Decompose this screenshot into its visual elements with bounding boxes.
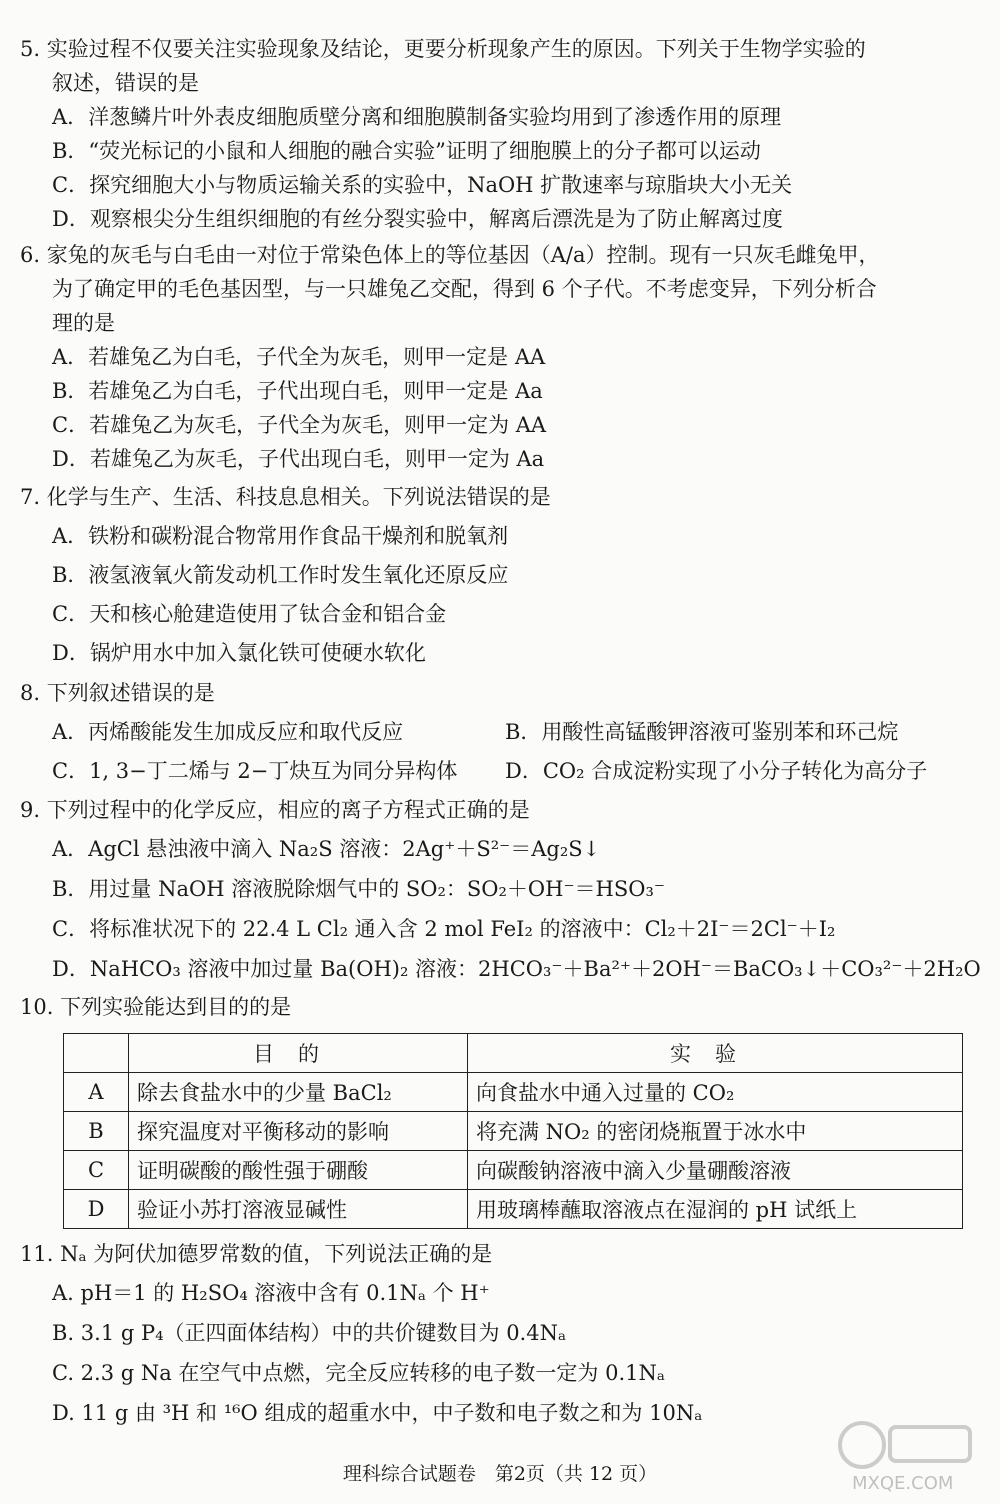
q6-option-d: D．若雄兔乙为灰毛，子代出现白毛，则甲一定为 Aa — [52, 447, 545, 471]
table-row — [64, 1112, 963, 1151]
q5-option-a: A．洋葱鳞片叶外表皮细胞质壁分离和细胞膜制备实验均用到了渗透作用的原理 — [52, 105, 782, 129]
page-footer: 理科综合试题卷 第2页（共 12 页） — [342, 1463, 658, 1485]
row-experiment: 向食盐水中通入过量的 CO₂ — [468, 1073, 963, 1112]
q11-option-a: A. pH＝1 的 H₂SO₄ 溶液中含有 0.1Nₐ 个 H⁺ — [52, 1281, 490, 1305]
q9-option-d: D．NaHCO₃ 溶液中加过量 Ba(OH)₂ 溶液：2HCO₃⁻＋Ba²⁺＋2OH⁻＝BaCO₃↓＋CO₃²⁻＋2H₂O — [52, 957, 981, 981]
row-key: B — [64, 1112, 129, 1151]
q8-option-a: A．丙烯酸能发生加成反应和取代反应 — [52, 720, 404, 744]
table-corner-cell — [64, 1034, 129, 1073]
q7-option-d: D．锅炉用水中加入氯化铁可使硬水软化 — [52, 641, 426, 665]
q6-stem-line2: 为了确定甲的毛色基因型，与一只雄兔乙交配，得到 6 个子代。不考虑变异，下列分析合 — [52, 277, 877, 301]
q7-stem: 7. 化学与生产、生活、科技息息相关。下列说法错误的是 — [20, 485, 551, 509]
table-row — [64, 1190, 963, 1229]
q8-stem: 8. 下列叙述错误的是 — [20, 681, 215, 705]
row-aim: 探究温度对平衡移动的影响 — [129, 1112, 468, 1151]
row-aim: 验证小苏打溶液显碱性 — [129, 1190, 468, 1229]
watermark-box — [890, 1427, 970, 1461]
q5-option-c: C．探究细胞大小与物质运输关系的实验中，NaOH 扩散速率与琼脂块大小无关 — [52, 173, 793, 197]
q6-option-a: A．若雄兔乙为白毛，子代全为灰毛，则甲一定是 AA — [52, 345, 546, 369]
q10-table — [63, 1033, 963, 1229]
q8-option-b: B．用酸性高锰酸钾溶液可鉴别苯和环己烷 — [505, 720, 899, 744]
row-aim: 除去食盐水中的少量 BaCl₂ — [129, 1073, 468, 1112]
q5-option-b: B．“荧光标记的小鼠和人细胞的融合实验”证明了细胞膜上的分子都可以运动 — [52, 139, 761, 163]
row-aim: 证明碳酸的酸性强于硼酸 — [129, 1151, 468, 1190]
q11-stem: 11. Nₐ 为阿伏加德罗常数的值，下列说法正确的是 — [20, 1242, 493, 1266]
q5-stem-line2: 叙述，错误的是 — [52, 71, 199, 95]
row-key: D — [64, 1190, 129, 1229]
table-header-aim: 目的 — [129, 1034, 468, 1073]
watermark-circle — [840, 1423, 884, 1467]
q9-option-c: C．将标准状况下的 22.4 L Cl₂ 通入含 2 mol FeI₂ 的溶液中：Cl₂＋2I⁻＝2Cl⁻＋I₂ — [52, 917, 836, 941]
q9-option-b: B．用过量 NaOH 溶液脱除烟气中的 SO₂：SO₂＋OH⁻＝HSO₃⁻ — [52, 877, 665, 901]
q6-option-b: B．若雄兔乙为白毛，子代出现白毛，则甲一定是 Aa — [52, 379, 543, 403]
q7-option-b: B．液氢液氧火箭发动机工作时发生氧化还原反应 — [52, 563, 509, 587]
q7-option-c: C．天和核心舱建造使用了钛合金和铝合金 — [52, 602, 447, 626]
table-row — [64, 1073, 963, 1112]
q11-option-d: D. 11 g 由 ³H 和 ¹⁶O 组成的超重水中，中子数和电子数之和为 10Nₐ — [52, 1401, 703, 1425]
watermark-text: MXQE.COM — [852, 1473, 954, 1494]
table-header-row — [64, 1034, 963, 1073]
row-experiment: 将充满 NO₂ 的密闭烧瓶置于冰水中 — [468, 1112, 963, 1151]
row-experiment: 用玻璃棒蘸取溶液点在湿润的 pH 试纸上 — [468, 1190, 963, 1229]
table-header-experiment: 实验 — [468, 1034, 963, 1073]
q11-option-c: C. 2.3 g Na 在空气中点燃，完全反应转移的电子数一定为 0.1Nₐ — [52, 1361, 665, 1385]
q5-option-d: D．观察根尖分生组织细胞的有丝分裂实验中，解离后漂洗是为了防止解离过度 — [52, 207, 783, 231]
q6-stem-line1: 6. 家兔的灰毛与白毛由一对位于常染色体上的等位基因（A/a）控制。现有一只灰毛雌兔甲， — [20, 243, 880, 267]
row-experiment: 向碳酸钠溶液中滴入少量硼酸溶液 — [468, 1151, 963, 1190]
q9-option-a: A．AgCl 悬浊液中滴入 Na₂S 溶液：2Ag⁺＋S²⁻＝Ag₂S↓ — [52, 837, 601, 861]
q5-stem-line1: 5. 实验过程不仅要关注实验现象及结论，更要分析现象产生的原因。下列关于生物学实验的 — [20, 37, 866, 61]
q11-option-b: B. 3.1 g P₄（正四面体结构）中的共价键数目为 0.4Nₐ — [52, 1321, 567, 1345]
table-row — [64, 1151, 963, 1190]
q7-option-a: A．铁粉和碳粉混合物常用作食品干燥剂和脱氧剂 — [52, 524, 509, 548]
q10-stem: 10. 下列实验能达到目的的是 — [20, 995, 292, 1019]
watermark-logo — [832, 1415, 982, 1495]
q6-option-c: C．若雄兔乙为灰毛，子代全为灰毛，则甲一定为 AA — [52, 413, 547, 437]
row-key: A — [64, 1073, 129, 1112]
q6-stem-line3: 理的是 — [52, 311, 115, 335]
q8-option-c: C．1, 3−丁二烯与 2−丁炔互为同分异构体 — [52, 759, 458, 783]
row-key: C — [64, 1151, 129, 1190]
q9-stem: 9. 下列过程中的化学反应，相应的离子方程式正确的是 — [20, 798, 530, 822]
q8-option-d: D．CO₂ 合成淀粉实现了小分子转化为高分子 — [505, 759, 928, 783]
